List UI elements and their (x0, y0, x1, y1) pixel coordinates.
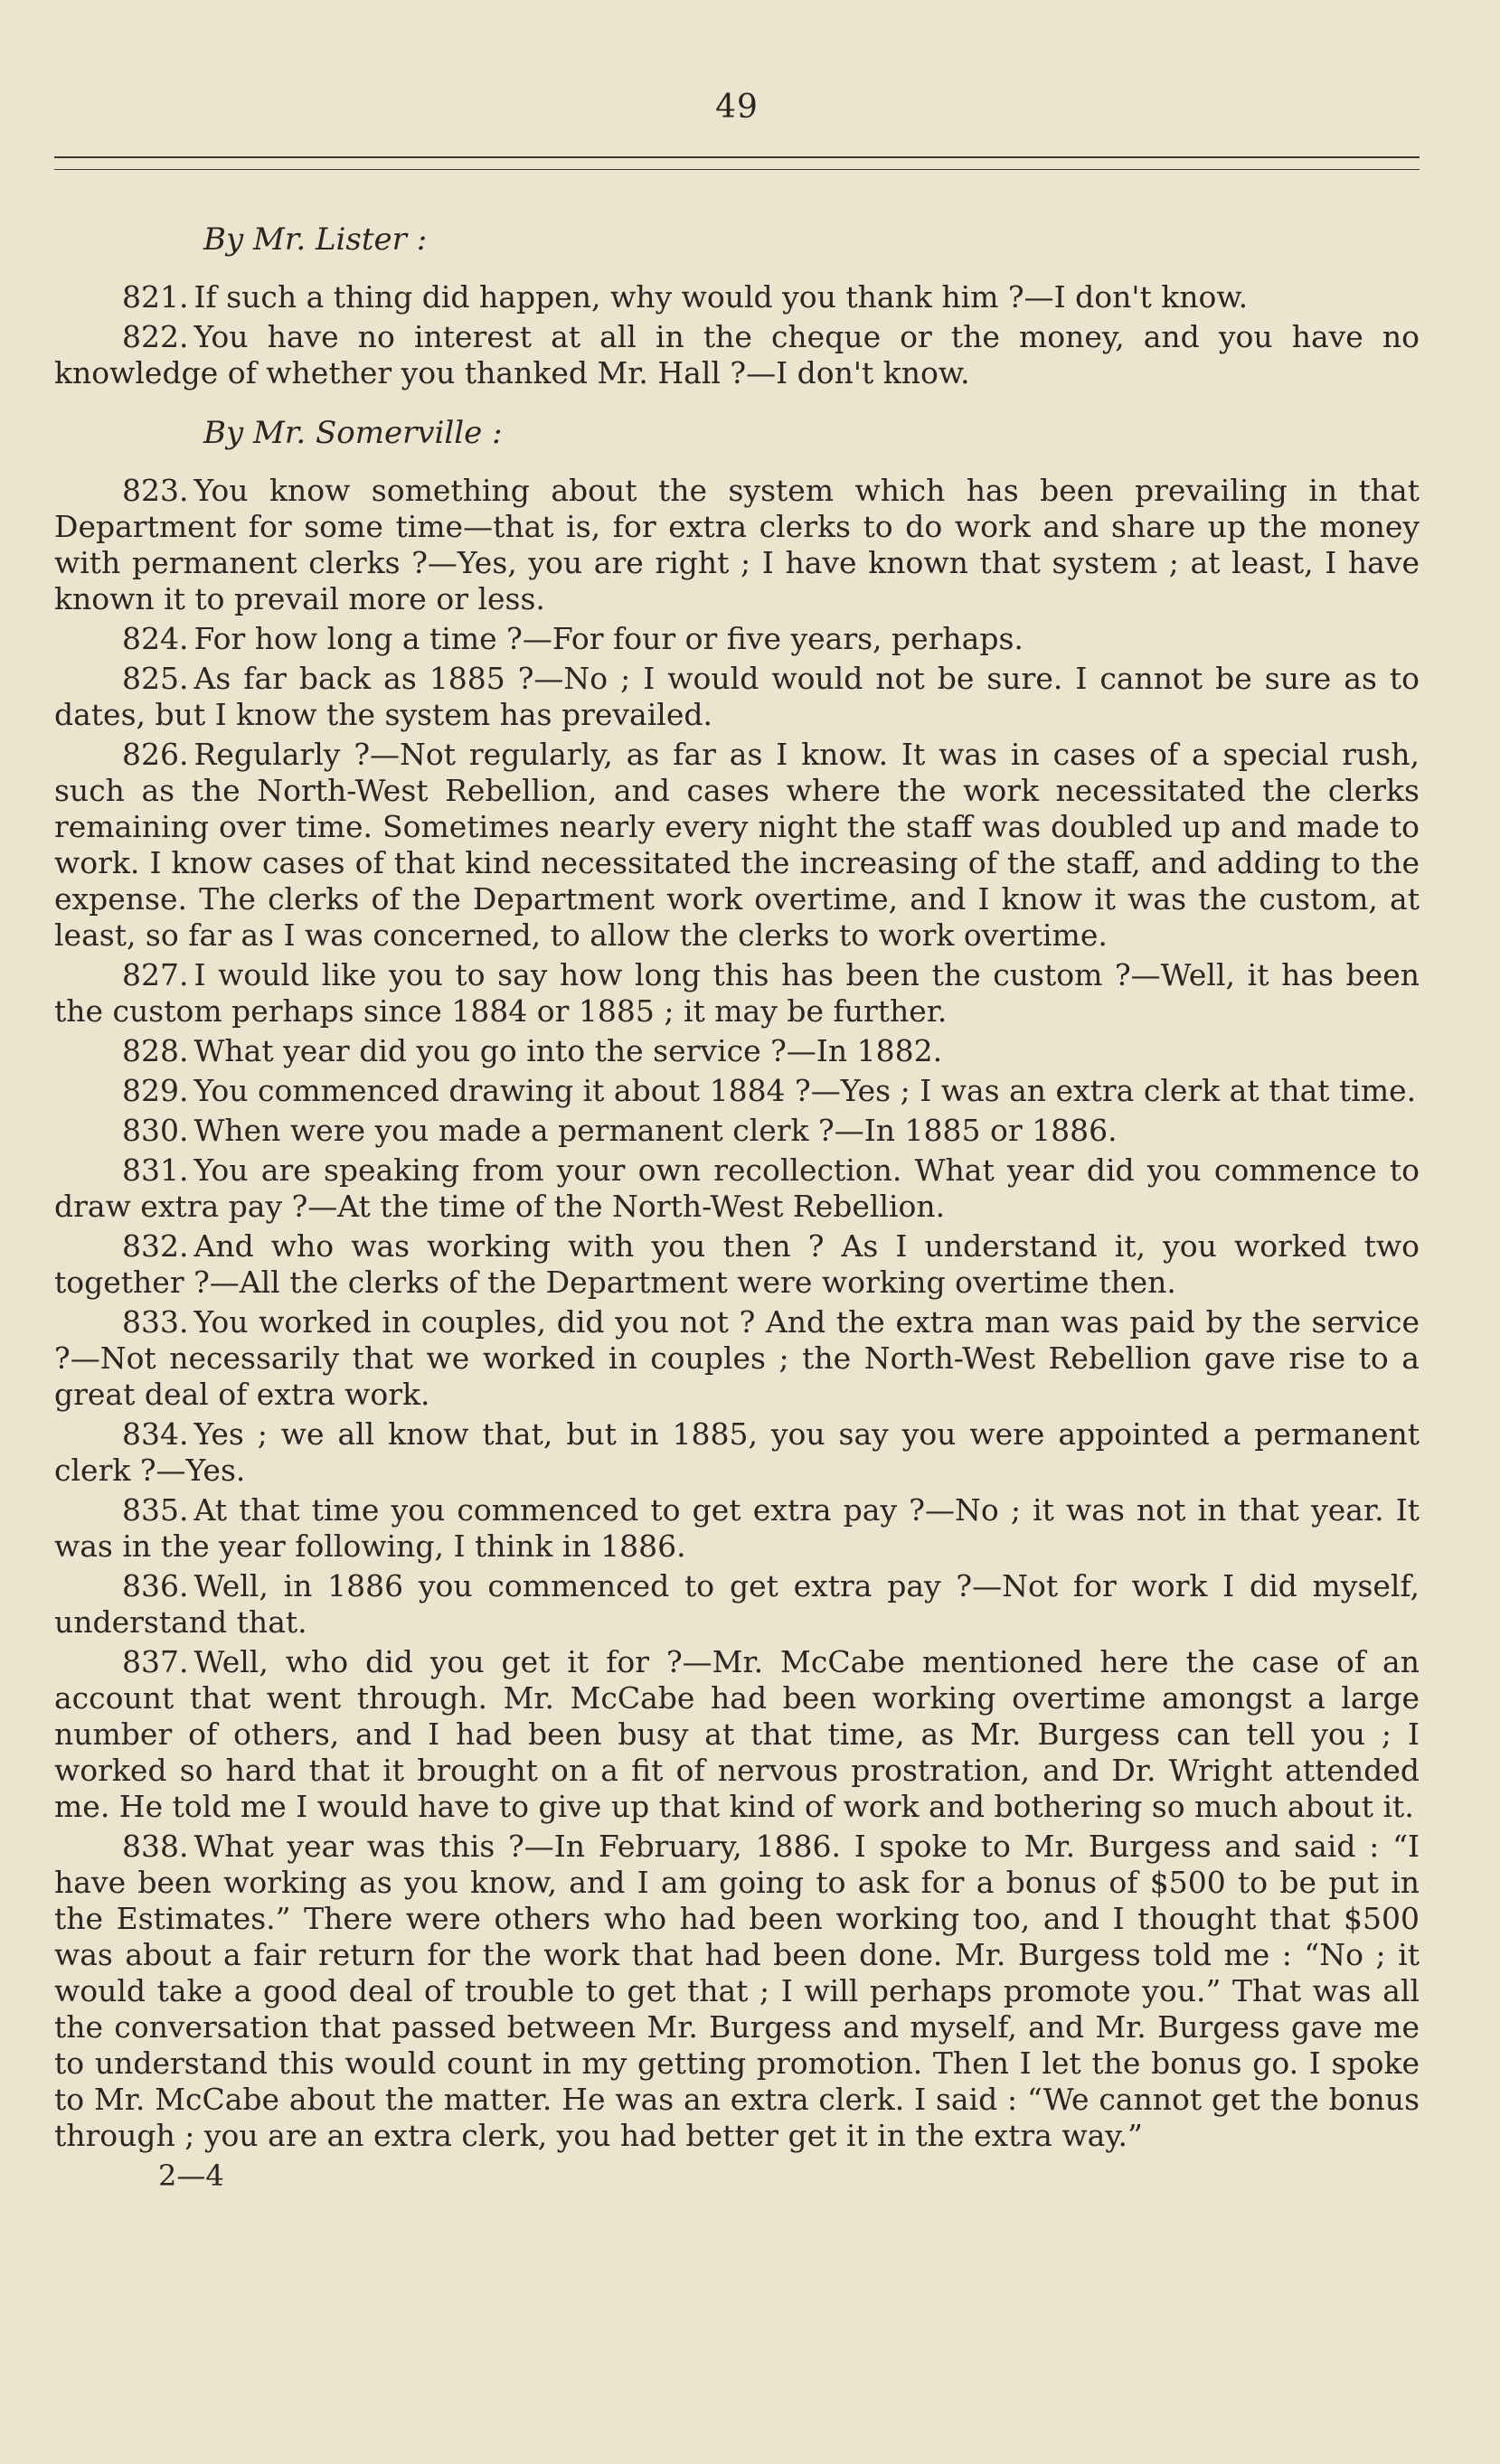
question-number: 821. (122, 279, 189, 315)
question-821 (54, 279, 1420, 315)
question-829 (54, 1073, 1420, 1109)
question-text: At that time you commenced to get extra pay ?—No ; it was not in that year. It was in the year following, I think in 1886. (54, 1492, 1420, 1564)
page-number: 49 (715, 89, 759, 126)
question-number: 837. (122, 1644, 189, 1679)
question-827 (54, 957, 1420, 1030)
signature-mark: 2—4 (158, 2158, 224, 2193)
question-text: For how long a time ?—For four or five years, perhaps. (193, 621, 1024, 656)
question-text: If such a thing did happen, why would you thank him ?—I don't know. (193, 279, 1249, 315)
question-number: 826. (122, 737, 189, 772)
question-823 (54, 473, 1420, 617)
question-number: 828. (122, 1033, 189, 1068)
question-838 (54, 1829, 1420, 2154)
question-text: You are speaking from your own recollection. What year did you commence to draw extra pay ?—At the time of the North-West Rebellion. (54, 1152, 1420, 1224)
question-number: 825. (122, 661, 189, 696)
question-825 (54, 661, 1420, 733)
question-number: 822. (122, 319, 189, 354)
question-text: What year did you go into the service ?—In 1882. (193, 1033, 943, 1068)
question-831 (54, 1152, 1420, 1225)
question-number: 824. (122, 621, 189, 656)
question-number: 838. (122, 1829, 189, 1864)
question-text: You have no interest at all in the cheque or the money, and you have no knowledge of whether you thanked Mr. Hall ?—I don't know. (54, 319, 1420, 390)
question-826 (54, 737, 1420, 954)
question-832 (54, 1228, 1420, 1301)
question-834 (54, 1416, 1420, 1489)
question-text: Regularly ?—Not regularly, as far as I know. It was in cases of a special rush, such as the North-West Rebellion, and cases where the work necessitated the clerks remaining over time. Sometimes nearly every night the staff was doubled up and made to work. I know cases of that kind necessitated the increasing of the staff, and adding to the expense. The clerks of the Department work overtime, and I know it was the custom, at least, so far as I was concerned, to allow the clerks to work overtime. (54, 737, 1420, 953)
question-number: 832. (122, 1228, 189, 1264)
question-number: 831. (122, 1152, 189, 1188)
question-837 (54, 1644, 1420, 1825)
question-text: You commenced drawing it about 1884 ?—Yes ; I was an extra clerk at that time. (193, 1073, 1417, 1108)
page-body (54, 221, 1420, 2194)
header-rule-thick (54, 156, 1420, 158)
question-822 (54, 319, 1420, 391)
question-830 (54, 1113, 1420, 1149)
question-number: 834. (122, 1416, 189, 1452)
question-833 (54, 1304, 1420, 1413)
question-number: 835. (122, 1492, 189, 1528)
question-text: You know something about the system which has been prevailing in that Department for some time—that is, for extra clerks to do work and share up the money with permanent clerks ?—Yes, you are right ; I have known that system ; at least, I have known it to prevail more or less. (54, 473, 1420, 616)
question-number: 827. (122, 957, 189, 992)
question-text: Yes ; we all know that, but in 1885, you say you were appointed a permanent clerk ?—Yes. (54, 1416, 1420, 1488)
header-rule-thin (54, 169, 1420, 170)
question-number: 833. (122, 1304, 189, 1340)
question-835 (54, 1492, 1420, 1565)
question-text: Well, in 1886 you commenced to get extra pay ?—Not for work I did myself, understand that. (54, 1568, 1420, 1640)
question-824 (54, 621, 1420, 657)
document-page (54, 0, 1420, 2464)
section-heading-lister: By Mr. Lister : (203, 221, 428, 258)
question-text: As far back as 1885 ?—No ; I would would not be sure. I cannot be sure as to dates, but I know the system has prevailed. (54, 661, 1420, 732)
question-number: 836. (122, 1568, 189, 1603)
question-number: 829. (122, 1073, 189, 1108)
question-text: And who was working with you then ? As I understand it, you worked two together ?—All the clerks of the Department were working overtime then. (54, 1228, 1420, 1300)
question-text: I would like you to say how long this has been the custom ?—Well, it has been the custom perhaps since 1884 or 1885 ; it may be further. (54, 957, 1420, 1029)
question-number: 830. (122, 1113, 189, 1148)
question-text: Well, who did you get it for ?—Mr. McCabe mentioned here the case of an account that went through. Mr. McCabe had been working overtime amongst a large number of others, and I had been busy at that time, as Mr. Burgess can tell you ; I worked so hard that it brought on a fit of nervous prostration, and Dr. Wright attended me. He told me I would have to give up that kind of work and bothering so much about it. (54, 1644, 1420, 1824)
question-number: 823. (122, 473, 189, 508)
section-heading-somerville: By Mr. Somerville : (203, 415, 503, 451)
question-text: You worked in couples, did you not ? And the extra man was paid by the service ?—Not necessarily that we worked in couples ; the North-West Rebellion gave rise to a great deal of extra work. (54, 1304, 1420, 1412)
question-828 (54, 1033, 1420, 1069)
question-text: When were you made a permanent clerk ?—In 1885 or 1886. (193, 1113, 1118, 1148)
question-text: What year was this ?—In February, 1886. I spoke to Mr. Burgess and said : “I have been working as you know, and I am going to ask for a bonus of $500 to be put in the Estimates.” There were others who had been working too, and I thought that $500 was about a fair return for the work that had been done. Mr. Burgess told me : “No ; it would take a good deal of trouble to get that ; I will perhaps promote you.” That was all the conversation that passed between Mr. Burgess and myself, and Mr. Burgess gave me to understand this would count in my getting promotion. Then I let the bonus go. I spoke to Mr. McCabe about the matter. He was an extra clerk. I said : “We cannot get the bonus through ; you are an extra clerk, you had better get it in the extra way.” (54, 1829, 1420, 2153)
question-836 (54, 1568, 1420, 1641)
